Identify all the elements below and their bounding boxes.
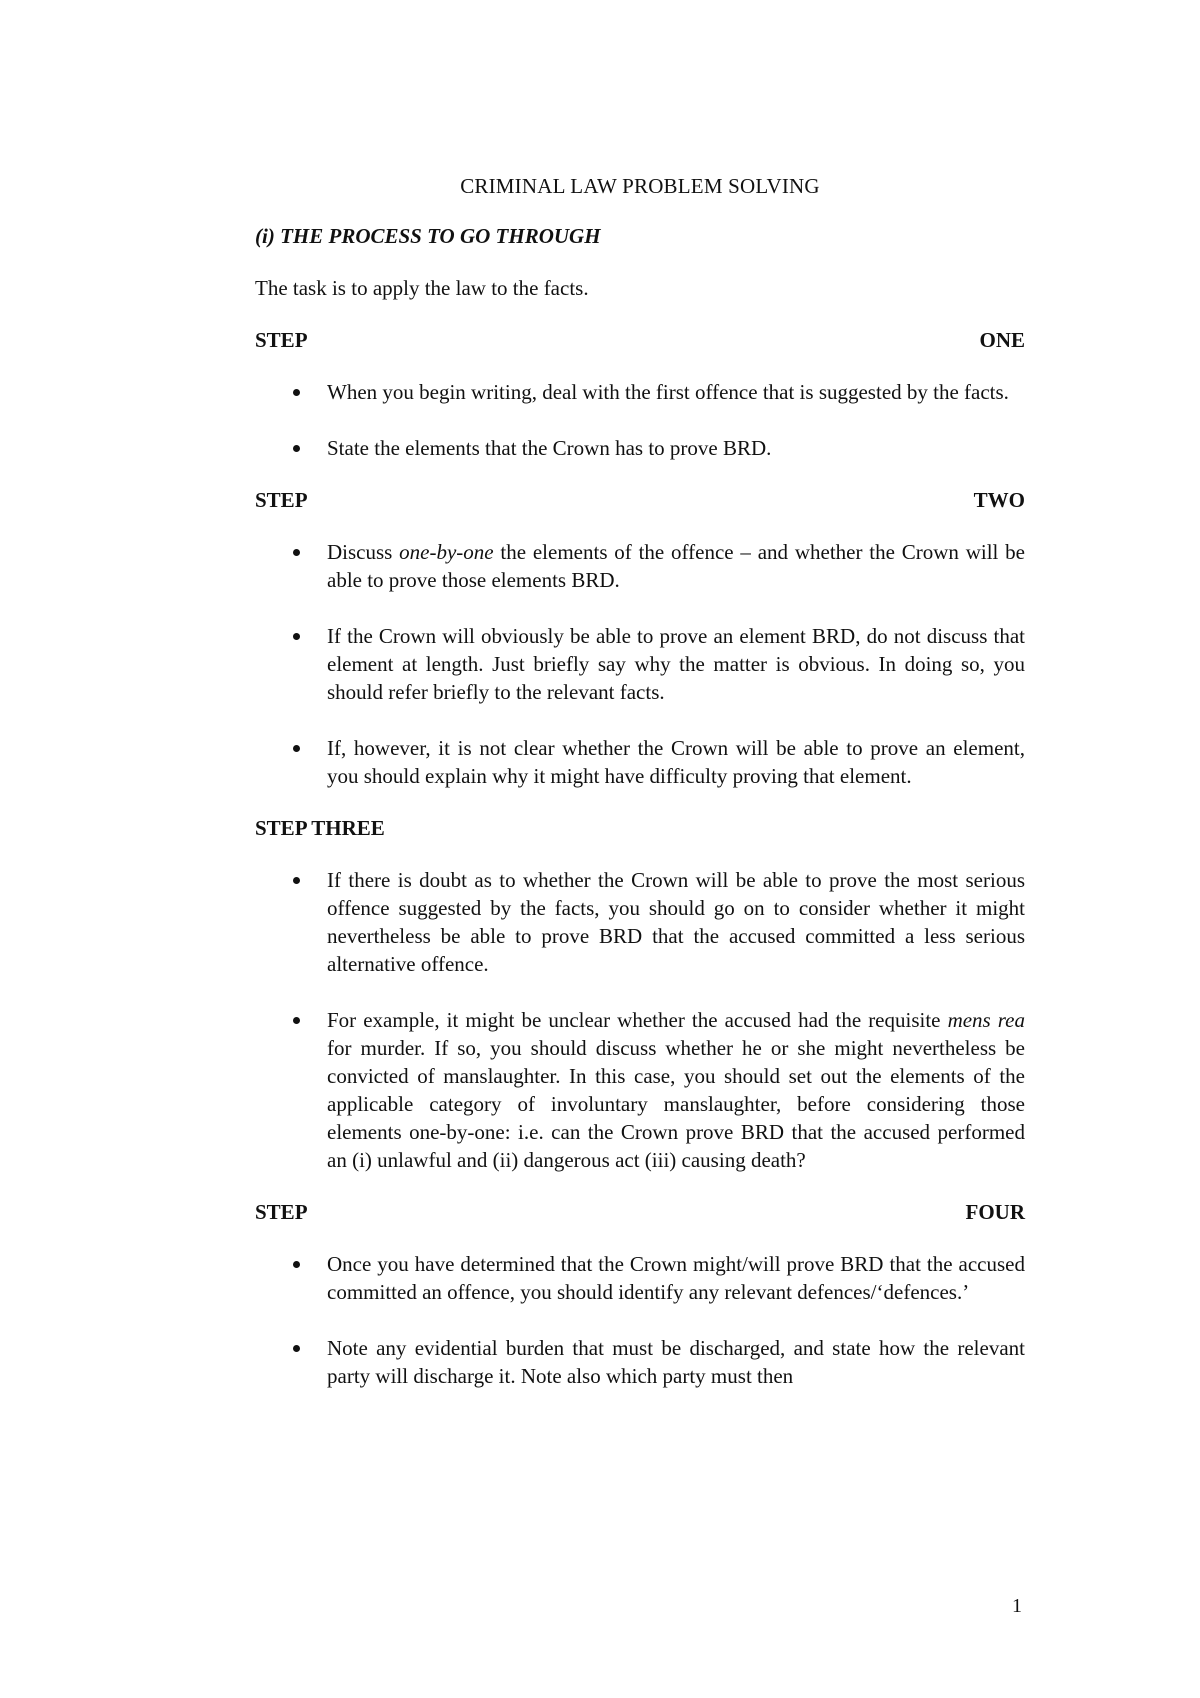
list-item-text-end: the elements of the offence – and whether the Crown will be able to prove those elements BRD.: [327, 540, 1025, 592]
list-item: [255, 622, 1025, 706]
list-item: [255, 866, 1025, 978]
step-label: STEP: [255, 328, 308, 352]
step-one-heading: [255, 326, 1025, 354]
step-number: ONE: [979, 328, 1025, 352]
list-item: [255, 538, 1025, 594]
list-item-text: Note any evidential burden that must be discharged, and state how the relevant party will discharge it. Note also which party must then: [327, 1336, 1025, 1388]
bullet-icon: [293, 633, 300, 640]
intro-paragraph: The task is to apply the law to the facts.: [255, 276, 589, 300]
bullet-icon: [293, 1345, 300, 1352]
list-item-text: If there is doubt as to whether the Crown will be able to prove the most serious offence suggested by the facts, you should go on to consider whether it might nevertheless be able to prove BRD that the accused committed a less serious alternative offence.: [327, 868, 1025, 976]
list-item-text: If, however, it is not clear whether the Crown will be able to prove an element, you should explain why it might have difficulty proving that element.: [327, 736, 1025, 788]
bullet-icon: [293, 745, 300, 752]
bullet-icon: [293, 877, 300, 884]
list-item-text: Once you have determined that the Crown might/will prove BRD that the accused committed an offence, you should identify any relevant defences/‘defences.’: [327, 1252, 1025, 1304]
step-one-list: [255, 378, 1025, 462]
list-item-text-end: for murder. If so, you should discuss whether he or she might nevertheless be convicted of manslaughter. In this case, you should set out the elements of the applicable category of involuntary manslaughter, before considering those elements one-by-one: i.e. can the Crown prove BRD that the accused performed an (i) unlawful and (ii) dangerous act (iii) causing death?: [327, 1036, 1025, 1172]
list-item: [255, 1006, 1025, 1174]
list-item-text-start: Discuss: [327, 540, 400, 564]
step-label: STEP: [255, 488, 308, 512]
step-two-heading: [255, 486, 1025, 514]
list-item-text: If the Crown will obviously be able to prove an element BRD, do not discuss that element at length. Just briefly say why the matter is obvious. In doing so, you should refer briefly to the relevant facts.: [327, 624, 1025, 704]
step-two-list: [255, 538, 1025, 790]
step-number: FOUR: [965, 1200, 1025, 1224]
bullet-icon: [293, 549, 300, 556]
list-item: [255, 434, 1025, 462]
list-item-text: State the elements that the Crown has to prove BRD.: [327, 436, 772, 460]
step-three-heading: STEP THREE: [255, 816, 385, 840]
step-four-list: [255, 1250, 1025, 1390]
section-heading: (i) THE PROCESS TO GO THROUGH: [255, 224, 601, 248]
list-item: [255, 734, 1025, 790]
emphasis-text: mens rea: [947, 1008, 1025, 1032]
bullet-icon: [293, 1017, 300, 1024]
step-label: STEP: [255, 1200, 308, 1224]
bullet-icon: [293, 1261, 300, 1268]
bullet-icon: [293, 445, 300, 452]
page-number: 1: [1012, 1595, 1022, 1617]
step-four-heading: [255, 1198, 1025, 1226]
step-three-list: [255, 866, 1025, 1174]
list-item: [255, 378, 1025, 406]
document-title: CRIMINAL LAW PROBLEM SOLVING: [460, 174, 820, 198]
bullet-icon: [293, 389, 300, 396]
list-item: [255, 1250, 1025, 1306]
list-item-text: When you begin writing, deal with the first offence that is suggested by the facts.: [327, 380, 1009, 404]
list-item: [255, 1334, 1025, 1390]
document-body: [255, 172, 1025, 1414]
list-item-text-start: For example, it might be unclear whether the accused had the requisite: [327, 1008, 948, 1032]
emphasis-text: one-by-one: [399, 540, 494, 564]
step-number: TWO: [973, 488, 1025, 512]
